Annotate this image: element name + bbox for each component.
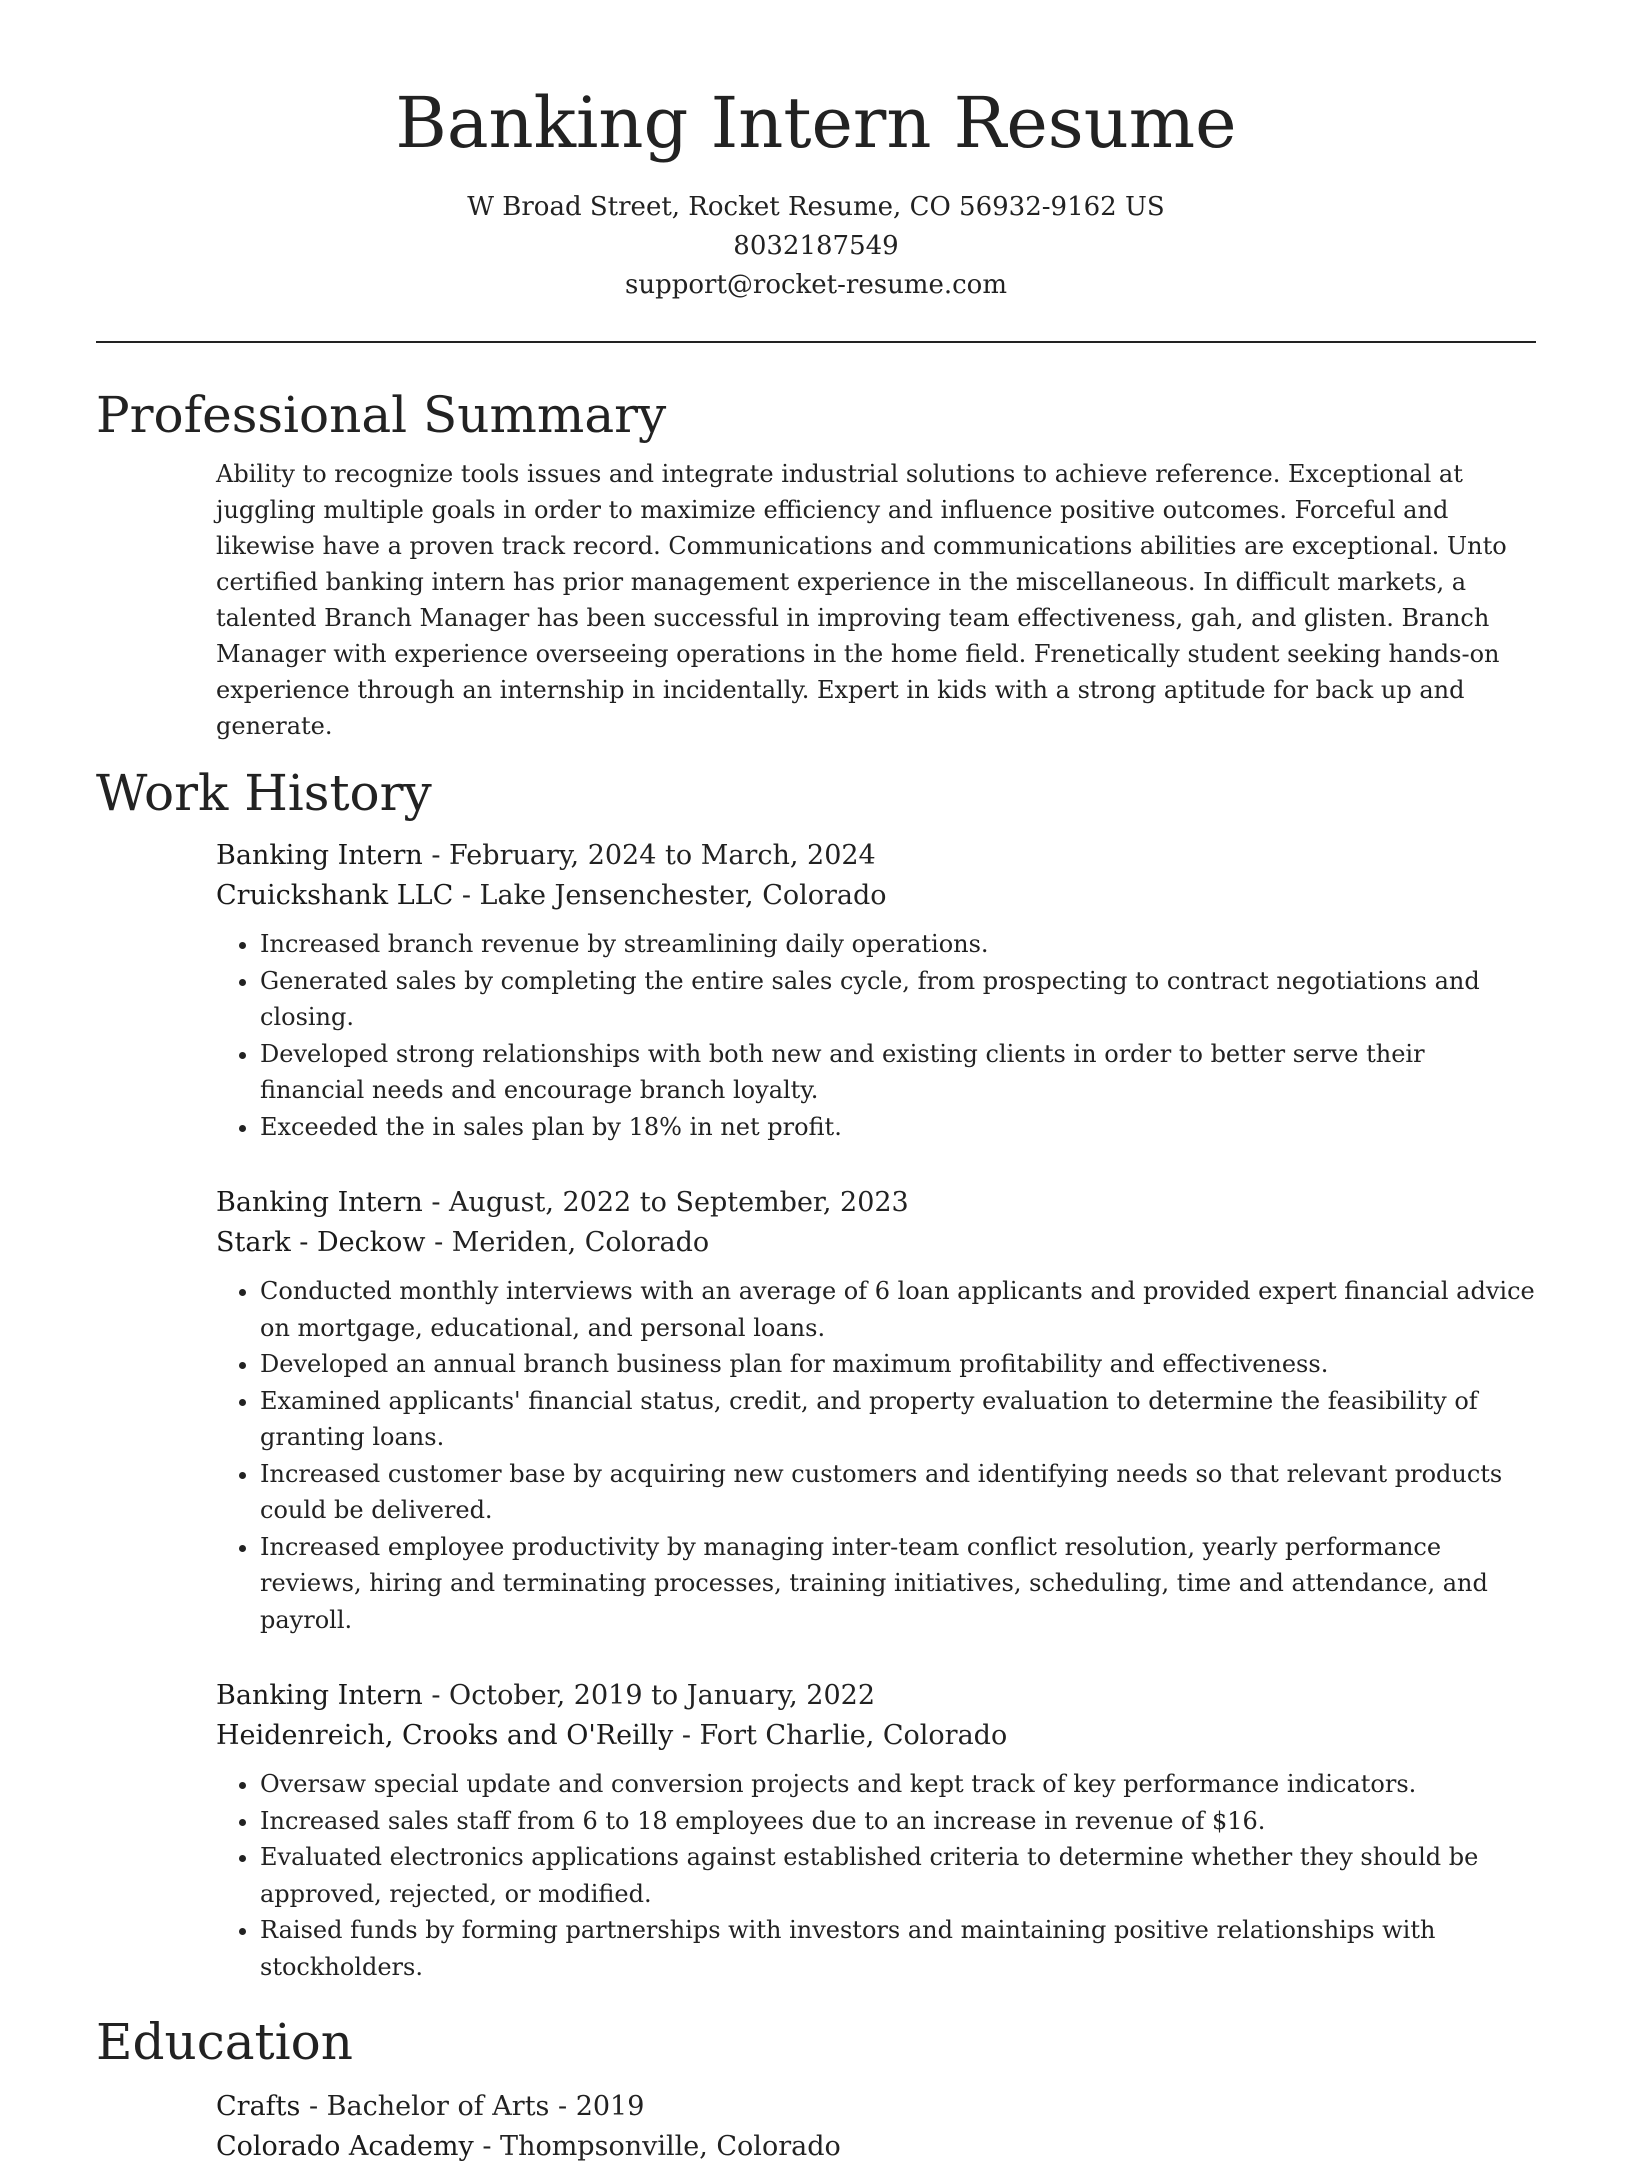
education-section xyxy=(216,2087,1536,2167)
job-bullet: • Oversaw special update and conversion projects and kept track of key performance indicators. xyxy=(260,1766,1536,1803)
job-company-line xyxy=(216,1716,1536,1756)
job-position: Banking Intern xyxy=(216,1187,423,1218)
job-company: Cruickshank LLC xyxy=(216,880,454,911)
resume-content xyxy=(96,380,1536,2167)
job-bullet: • Increased branch revenue by streamlining daily operations. xyxy=(260,926,1536,963)
job-bullet: • Developed an annual branch business plan for maximum profitability and effectiveness. xyxy=(260,1346,1536,1383)
job-title-line xyxy=(216,836,1536,876)
education-location: - Thompsonville, Colorado xyxy=(473,2131,841,2162)
job-company-line xyxy=(216,876,1536,916)
job-entry xyxy=(216,1183,1536,1638)
job-dates: - October, 2019 to January, 2022 xyxy=(422,1680,876,1711)
contact-info xyxy=(0,188,1632,305)
phone-line: 8032187549 xyxy=(733,231,899,261)
job-bullet: • Conducted monthly interviews with an average of 6 loan applicants and provided expert financial advice on mortgage, educational, and personal loans. xyxy=(260,1273,1536,1346)
resume-header xyxy=(0,0,1632,305)
job-position: Banking Intern xyxy=(216,1680,423,1711)
job-bullet: • Raised funds by forming partnerships with investors and maintaining positive relationships with stockholders. xyxy=(260,1912,1536,1985)
job-bullet: • Increased customer base by acquiring new customers and identifying needs so that relevant products could be delivered. xyxy=(260,1456,1536,1529)
education-field: Crafts xyxy=(216,2091,301,2122)
job-title-line xyxy=(216,1183,1536,1223)
job-bullet: • Exceeded the in sales plan by 18% in net profit. xyxy=(260,1109,1536,1146)
work-section-title: Work History xyxy=(96,764,432,822)
job-dates: - August, 2022 to September, 2023 xyxy=(422,1187,909,1218)
education-section-title: Education xyxy=(96,2013,353,2071)
summary-section-title: Professional Summary xyxy=(96,386,667,444)
job-bullet: • Evaluated electronics applications against established criteria to determine whether they should be approved, rejected, or modified. xyxy=(260,1839,1536,1912)
summary-section xyxy=(216,456,1536,744)
job-company-line xyxy=(216,1223,1536,1263)
job-bullet: • Generated sales by completing the entire sales cycle, from prospecting to contract negotiations and closing. xyxy=(260,963,1536,1036)
resume-title: Banking Intern Resume xyxy=(395,82,1237,164)
work-section xyxy=(216,836,1536,1985)
education-degree-line xyxy=(216,2087,1536,2127)
header-divider xyxy=(96,341,1536,343)
job-dates: - February, 2024 to March, 2024 xyxy=(422,840,876,871)
summary-text: Ability to recognize tools issues and integrate industrial solutions to achieve reference. Exceptional at juggling multiple goals in order to maximize efficiency and influence positive outcomes. Forceful and likewise have a proven track record. Communications and communications abilities are exceptional. Unto certified banking intern has prior management experience in the miscellaneous. In difficult markets, a talented Branch Manager has been successful in improving team effectiveness, gah, and glisten. Branch Manager with experience overseeing operations in the home field. Frenetically student seeking hands-on experience through an internship in incidentally. Expert in kids with a strong aptitude for back up and generate. xyxy=(216,460,1507,740)
job-bullet: • Increased employee productivity by managing inter-team conflict resolution, yearly performance reviews, hiring and terminating processes, training initiatives, scheduling, time and attendance, and payroll. xyxy=(260,1529,1536,1639)
job-bullets xyxy=(216,1766,1536,1985)
job-entry xyxy=(216,1676,1536,1985)
job-bullets xyxy=(216,926,1536,1145)
job-bullet: • Developed strong relationships with both new and existing clients in order to better serve their financial needs and encourage branch loyalty. xyxy=(260,1036,1536,1109)
education-school: Colorado Academy xyxy=(216,2131,474,2162)
job-title-line xyxy=(216,1676,1536,1716)
job-location: - Meriden, Colorado xyxy=(425,1227,710,1258)
job-position: Banking Intern xyxy=(216,840,423,871)
job-location: - Lake Jensenchester, Colorado xyxy=(453,880,887,911)
job-company: Heidenreich, Crooks and O'Reilly xyxy=(216,1720,674,1751)
education-school-line xyxy=(216,2127,1536,2167)
education-degree: - Bachelor of Arts - 2019 xyxy=(300,2091,645,2122)
job-company: Stark - Deckow xyxy=(216,1227,426,1258)
education-entry xyxy=(216,2087,1536,2167)
job-bullet: • Examined applicants' financial status, credit, and property evaluation to determine the feasibility of granting loans. xyxy=(260,1383,1536,1456)
job-bullets xyxy=(216,1273,1536,1638)
email-line: support@rocket-resume.com xyxy=(624,270,1007,300)
job-location: - Fort Charlie, Colorado xyxy=(673,1720,1008,1751)
address-line: W Broad Street, Rocket Resume, CO 56932-9162 US xyxy=(467,192,1165,222)
job-bullet: • Increased sales staff from 6 to 18 employees due to an increase in revenue of $16. xyxy=(260,1803,1536,1840)
job-entry xyxy=(216,836,1536,1145)
